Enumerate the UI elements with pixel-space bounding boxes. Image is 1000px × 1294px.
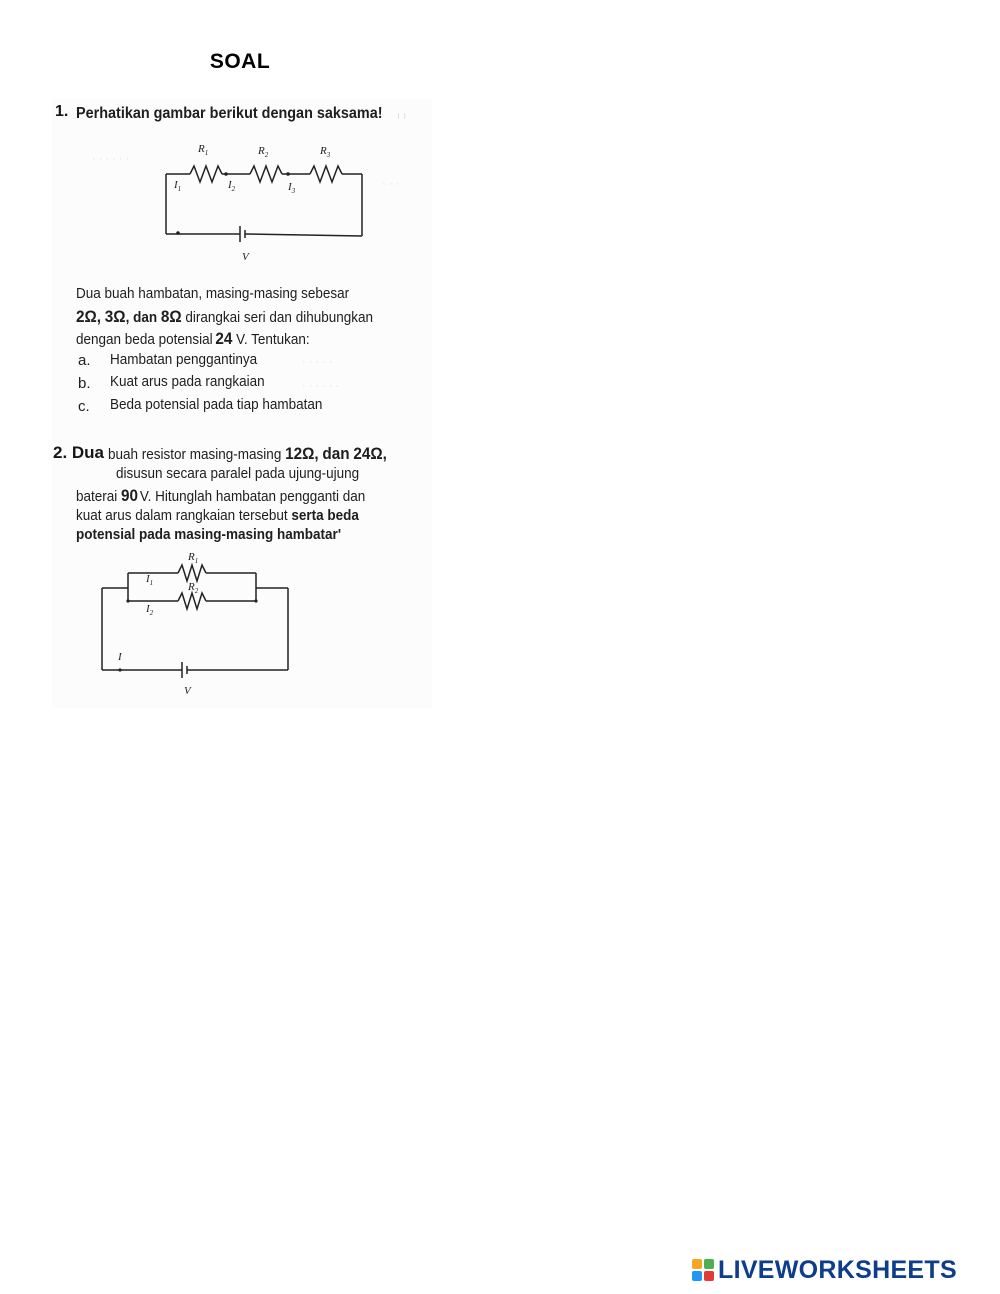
label-i2: $I_2$ xyxy=(146,603,154,617)
bleed-through-text: · · · · · · xyxy=(302,380,340,392)
liveworksheets-logo-icon xyxy=(692,1259,714,1281)
question-2-number: 2. Dua xyxy=(53,443,105,462)
q1-option-a-letter: a. xyxy=(78,352,91,369)
label-i2: $I_2$ xyxy=(228,179,236,193)
q2-line1-start: buah resistor masing-masing xyxy=(108,446,282,463)
label-r2: $R_2$ xyxy=(188,581,199,595)
q2-line3-end: V. Hitunglah hambatan pengganti dan xyxy=(139,488,366,505)
q2-line-2: disusun secara paralel pada ujung-ujung xyxy=(116,465,360,482)
q1-line2-rest: dirangkai seri dan dihubungkan xyxy=(185,309,374,326)
label-i1: $I_1$ xyxy=(146,573,154,587)
label-v: V xyxy=(242,251,249,263)
q1-line3-start: dengan beda potensial xyxy=(76,331,213,348)
q2-voltage: 90 xyxy=(121,486,139,505)
bleed-through-text: · · · · · · xyxy=(92,153,130,165)
q2-line4-start: kuat arus dalam rangkaian tersebut xyxy=(76,507,288,524)
liveworksheets-logo-text: LIVEWORKSHEETS xyxy=(718,1255,957,1284)
q1-dan: , dan xyxy=(125,309,158,326)
q1-resistance-2: 3Ω xyxy=(104,307,126,326)
label-i1: $I_1$ xyxy=(174,179,182,193)
q1-option-c-text: Beda potensial pada tiap hambatan xyxy=(110,396,323,413)
parallel-circuit-diagram xyxy=(98,548,298,698)
bleed-through-text: ı ı xyxy=(397,110,407,122)
q1-body-line-2 xyxy=(76,307,373,327)
q2-dan: dan xyxy=(322,444,350,463)
series-circuit-diagram xyxy=(150,138,380,268)
label-r1: $R_1$ xyxy=(188,551,199,565)
q2-line-3 xyxy=(76,486,365,506)
q1-voltage: 24 xyxy=(215,329,233,348)
liveworksheets-logo xyxy=(692,1255,992,1285)
q2-line-4 xyxy=(76,507,359,524)
q1-option-b-text: Kuat arus pada rangkaian xyxy=(110,373,265,390)
q2-line4-end: serta beda xyxy=(291,507,359,524)
q1-line3-end: V. Tentukan: xyxy=(236,331,310,348)
q1-option-b-letter: b. xyxy=(78,375,91,392)
bleed-through-text: · · · xyxy=(382,178,400,190)
q2-resistance-2: 24Ω, xyxy=(353,444,387,463)
label-r2: $R_2$ xyxy=(258,145,269,159)
q1-body-line-1: Dua buah hambatan, masing-masing sebesar xyxy=(76,285,350,302)
q1-resistance-3: 8Ω xyxy=(160,307,182,326)
q1-body-line-3 xyxy=(76,329,310,349)
question-1-number: 1. xyxy=(55,103,69,120)
label-r1: $R_1$ xyxy=(198,143,209,157)
q1-option-a-text: Hambatan penggantinya xyxy=(110,351,258,368)
q2-line-5: potensial pada masing-masing hambatar' xyxy=(76,526,342,543)
q1-option-c-letter: c. xyxy=(78,398,90,415)
q2-resistance-1: 12Ω, xyxy=(285,444,319,463)
question-1-prompt: Perhatikan gambar berikut dengan saksama! xyxy=(76,105,383,122)
bleed-through-text: · · · · · xyxy=(302,356,333,368)
label-r3: $R_3$ xyxy=(320,145,331,159)
label-v: V xyxy=(184,685,191,697)
page-title: SOAL xyxy=(209,50,271,73)
q1-resistance-1: 2Ω, xyxy=(76,307,102,326)
label-i3: $I_3$ xyxy=(288,181,296,195)
label-i: I xyxy=(118,651,122,663)
q2-line-1 xyxy=(108,444,387,464)
q2-line3-start: baterai xyxy=(76,488,118,505)
